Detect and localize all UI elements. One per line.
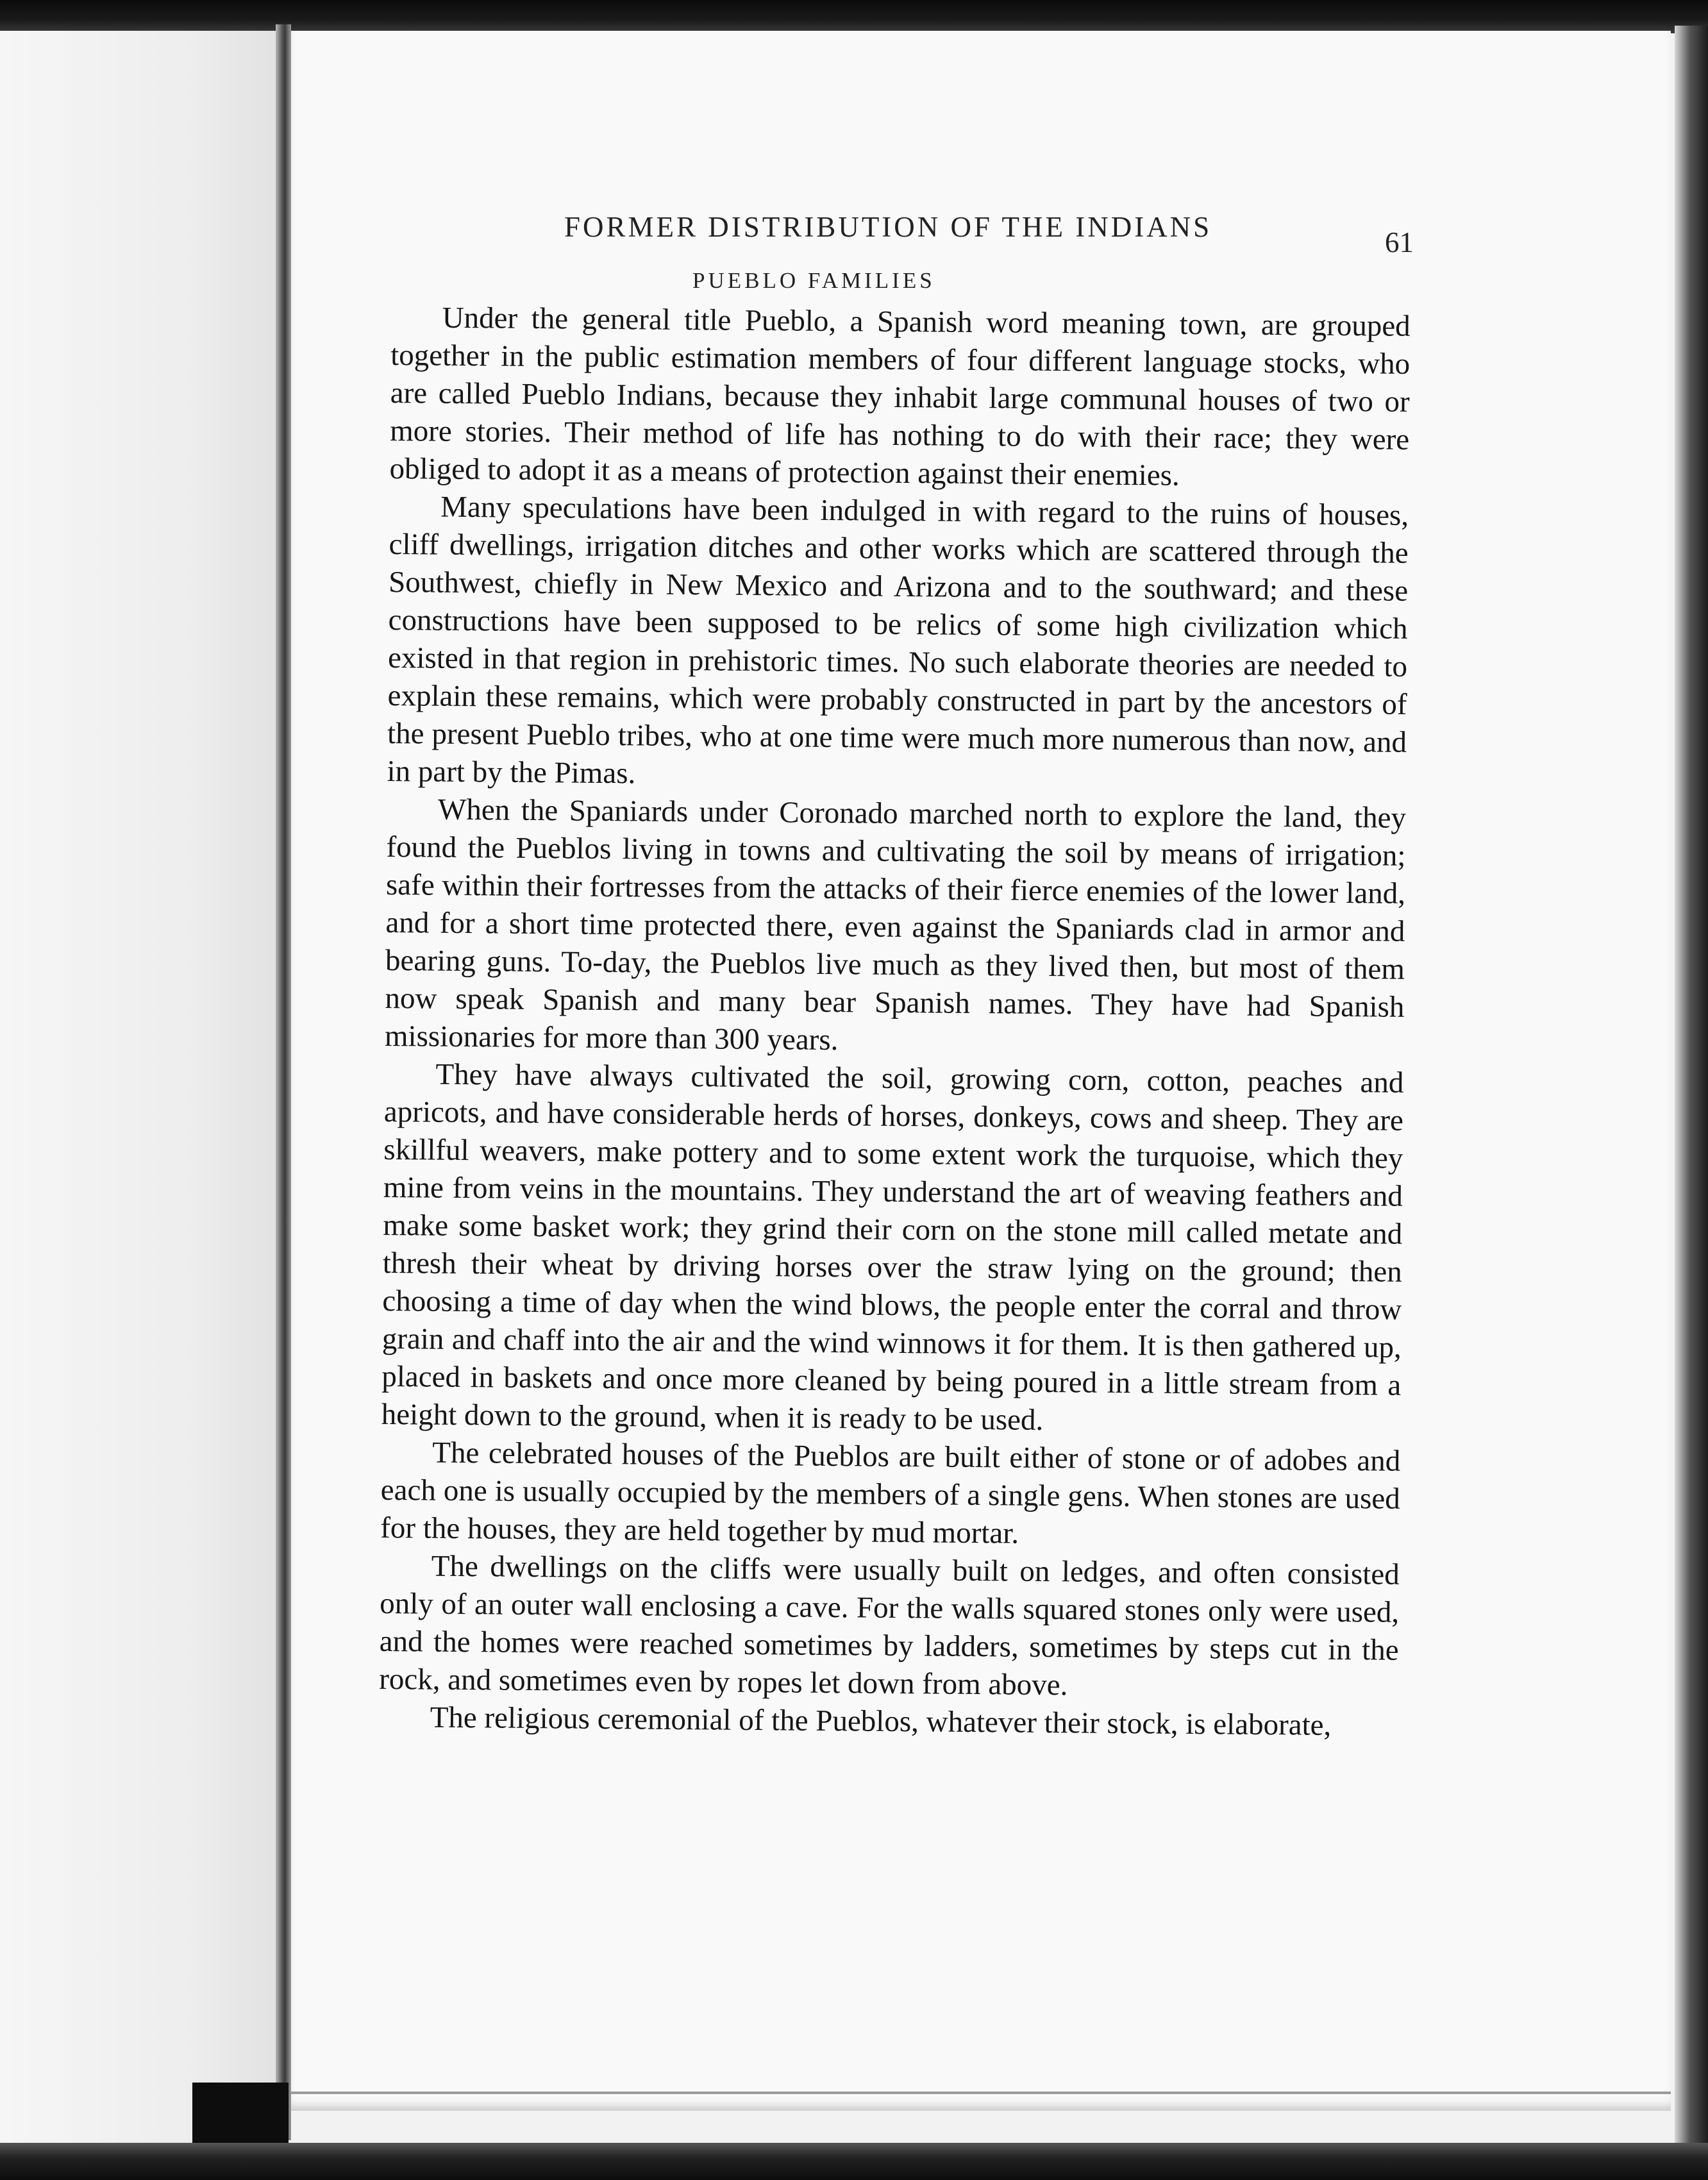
scan-right-border bbox=[1675, 26, 1708, 2148]
running-head: FORMER DISTRIBUTION OF THE INDIANS bbox=[564, 211, 1212, 243]
section-title: PUEBLO FAMILIES bbox=[692, 268, 935, 293]
paragraph: Many speculations have been indulged in with regard to the ruins of houses, cliff dwellings, irrigation ditches and other works which are scattered through the Southwest, chiefly in New Mexico and Arizona and to the southward; and these constructions have been supposed to be relics of some high civilization which existed in that region in prehistoric times. No such elaborate theories are needed to explain these remains, which were probably constructed in part by the ancestors of the present Pueblo tribes, who at one time were much more numerous than now, and in part by the Pimas. bbox=[387, 490, 1409, 791]
scan-bottom-border bbox=[0, 2143, 1708, 2180]
body-text bbox=[378, 299, 1411, 1745]
facing-page bbox=[0, 31, 276, 2147]
book-gutter bbox=[276, 24, 291, 2140]
scan-top-border bbox=[0, 0, 1708, 33]
page-bottom-edge bbox=[291, 2092, 1671, 2094]
paragraph: When the Spaniards under Coronado marched north to explore the land, they found the Pueblos living in towns and cultivating the soil by means of irrigation; safe within their fortresses from the attacks of their fierce enemies of the lower land, and for a short time protected there, even against the Spaniards clad in armor and bearing guns. To-day, the Pueblos live much as they lived then, but most of them now speak Spanish and many bear Spanish names. They have had Spanish missionaries for more than 300 years. bbox=[384, 792, 1407, 1057]
paragraph: Under the general title Pueblo, a Spanish word meaning town, are grouped together in the public estimation members of four different language stocks, who are called Pueblo Indians, because they inhabit large communal houses of two or more stories. Their method of life has nothing to do with their race; they were obliged to adopt it as a means of protection against their enemies. bbox=[389, 301, 1411, 492]
gutter-shadow bbox=[192, 2083, 289, 2147]
paragraph: The celebrated houses of the Pueblos are built either of stone or of adobes and each one is usually occupied by the members of a single gens. When stones are used for the houses, they are held together by mud mortar. bbox=[380, 1436, 1401, 1550]
page-number: 61 bbox=[1385, 226, 1414, 258]
paragraph: The religious ceremonial of the Pueblos, whatever their stock, is elaborate, bbox=[430, 1700, 1332, 1742]
paragraph: They have always cultivated the soil, growing corn, cotton, peaches and apricots, and have considerable herds of horses, donkeys, cows and sheep. They are skillful weavers, make pottery and to some extent work the turquoise, which they mine from veins in the mountains. They understand the art of weaving feathers and make some basket work; they grind their corn on the stone mill called metate and thresh their wheat by driving horses over the straw lying on the ground; then choosing a time of day when the wind blows, the people enter the corral and throw grain and chaff into the air and the wind winnows it for them. It is then gathered up, placed in baskets and once more cleaned by being poured in a little stream from a height down to the ground, when it is ready to be used. bbox=[381, 1057, 1404, 1437]
paragraph: The dwellings on the cliffs were usually built on ledges, and often consisted only of an outer wall enclosing a cave. For the walls squared stones only were used, and the homes were reached sometimes by ladders, sometimes by steps cut in the rock, and sometimes even by ropes let down from above. bbox=[378, 1549, 1400, 1702]
